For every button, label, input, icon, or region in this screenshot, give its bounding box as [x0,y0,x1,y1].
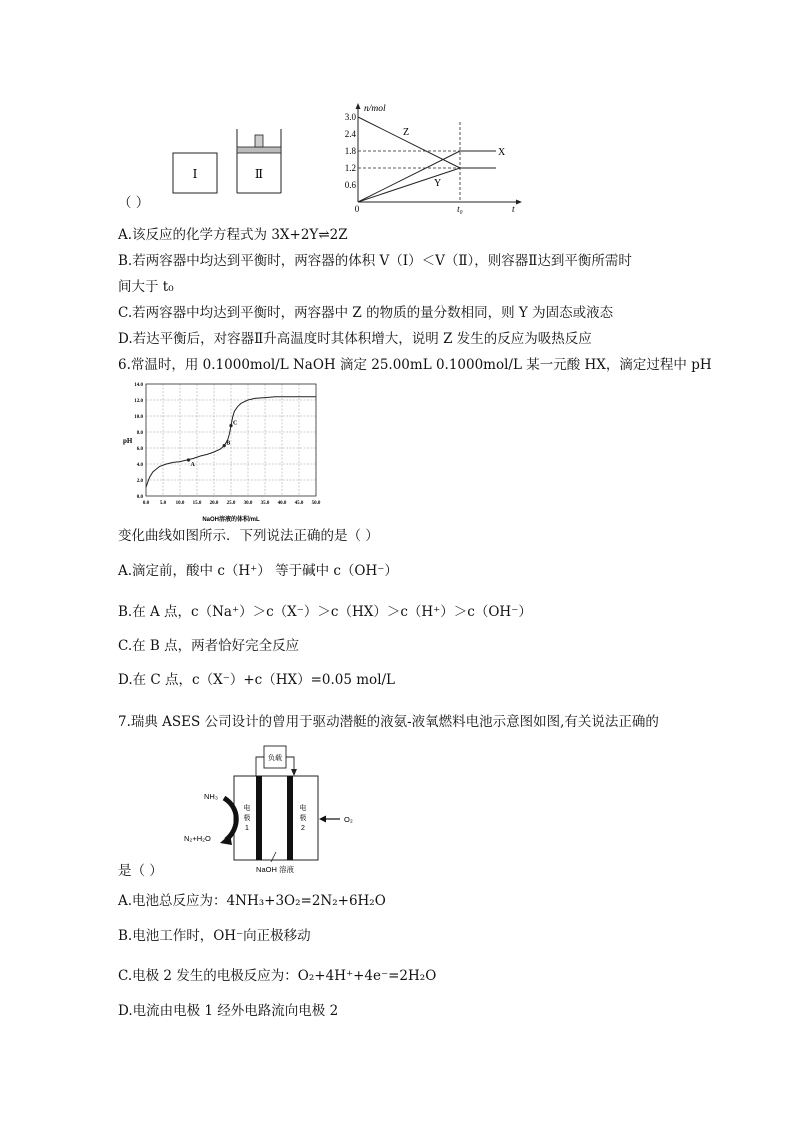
q5-ytick-0.6: 0.6 [344,180,356,190]
q5-t0: t₀ [457,204,463,214]
ph-ytick-label: 10.0 [134,415,143,420]
q5-curve-X [358,151,460,202]
electrode-1-char2: 极 [243,815,251,822]
q6-stem: 6.常温时，用 0.1000mol/L NaOH 滴定 25.00mL 0.1000mol/L 某一元酸 HX，滴定过程中 pH [118,357,712,373]
q6-option-B: B.在 A 点，c（Na⁺）＞c（X⁻）＞c（HX）＞c（H⁺）＞c（OH⁻） [118,604,532,620]
ph-ytick-label: 0.0 [136,495,143,500]
q7-option-B: B.电池工作时，OH⁻向正极移动 [118,928,311,944]
ph-point-label-A: A [190,462,195,468]
ph-ytick-label: 4.0 [136,463,143,468]
ph-ytick-label: 6.0 [136,447,143,452]
ph-xtick-label: 20.0 [209,501,219,506]
q5-curve-Z [358,117,460,168]
q5-graph [330,102,530,214]
wire-right [286,757,294,770]
q5-ylabel: n/mol [364,104,386,114]
piston-rod [255,135,263,147]
electrode-2-char3: 2 [301,825,305,832]
q7-stem-continued: 是（ ） [118,863,163,879]
piston [237,147,281,153]
q7-option-C: C.电极 2 发生的电极反应为：O₂+4H⁺+4e⁻=2H₂O [118,968,437,984]
electrode-1 [256,776,262,860]
container-II-label: Ⅱ [254,167,264,181]
electrolyte-label: NaOH 溶液 [256,865,294,874]
q5-answer-blank: （ ） [118,195,150,211]
q7-option-D: D.电流由电极 1 经外电路流向电极 2 [118,1003,339,1019]
ph-xtick-label: 0.0 [142,501,150,506]
q5-origin: 0 [354,204,360,214]
electrode-2-char1: 电 [299,805,307,812]
q7-option-A: A.电池总反应为：4NH₃+3O₂=2N₂+6H₂O [118,893,386,909]
q5-label-Y: Y [434,178,442,189]
ph-xtick-label: 50.0 [311,501,321,506]
q5-option-C: C.若两容器中均达到平衡时，两容器中 Z 的物质的量分数相同，则 Y 为固态或液态 [118,305,614,321]
q5-ytick-1.8: 1.8 [344,146,356,156]
ph-point-label-C: C [233,420,238,427]
q5-ytick-3.0: 3.0 [344,112,356,122]
q5-ytick-2.4: 2.4 [344,129,356,139]
q5-option-B-line2: 间大于 t₀ [118,279,174,295]
q5-option-A: A.该反应的化学方程式为 3X+2Y⇌2Z [118,227,348,243]
ph-ytick-label: 8.0 [136,431,143,436]
n2h2o-label: N₂+H₂O [184,834,211,843]
q5-option-D: D.若达平衡后，对容器Ⅱ升高温度时其体积增大，说明 Z 发生的反应为吸热反应 [118,331,592,347]
q6-option-D: D.在 C 点，c（X⁻）+c（HX）=0.05 mol/L [118,672,396,688]
ph-ytick-label: 2.0 [136,479,143,484]
q5-option-B-line1: B.若两容器中均达到平衡时，两容器的体积 V（Ⅰ）＜V（Ⅱ），则容器Ⅱ达到平衡所需时 [118,253,632,269]
q5-ytick-1.2: 1.2 [344,163,356,173]
ph-xtick-label: 35.0 [260,501,270,506]
ph-ylabel: pH [123,437,133,445]
ph-xtick-label: 25.0 [226,501,236,506]
fuel-cell-diagram [170,742,370,877]
nh3-label: NH₃ [204,792,218,801]
ph-xtick-label: 40.0 [277,501,287,506]
electrode-1-char1: 电 [243,805,251,812]
q5-curve-Y [358,168,460,202]
ph-ytick-label: 12.0 [134,399,143,404]
ph-xlabel: NaOH溶液的体积/mL [202,517,260,523]
q5-label-X: X [498,147,506,158]
electrode-2 [287,776,293,860]
q6-option-C: C.在 B 点，两者恰好完全反应 [118,638,300,654]
container-I-label: Ⅰ [192,167,198,181]
electrode-2-char2: 极 [299,815,307,822]
containers-figure [165,125,315,197]
q6-option-A: A.滴定前，酸中 c（H⁺） 等于碱中 c（OH⁻） [118,563,398,579]
q5-xlabel: t [512,205,515,214]
ph-xtick-label: 15.0 [192,501,202,506]
q7-stem: 7.瑞典 ASES 公司设计的曾用于驱动潜艇的液氨-液氧燃料电池示意图如图,有关说法正确的 [118,714,659,730]
ph-titration-chart [118,378,328,524]
ph-xtick-label: 30.0 [243,501,253,506]
o2-label: O₂ [344,815,353,824]
ph-xtick-label: 5.0 [159,501,167,506]
ph-point-label-B: B [226,440,231,447]
q6-stem-continued: 变化曲线如图所示．下列说法正确的是（ ） [118,528,379,544]
ph-ytick-label: 14.0 [134,383,143,388]
electrode-1-char3: 1 [245,825,249,832]
ph-xtick-label: 45.0 [294,501,304,506]
q5-label-Z: Z [403,127,410,138]
ph-xtick-label: 10.0 [175,501,185,506]
load-label: 负载 [268,755,282,762]
